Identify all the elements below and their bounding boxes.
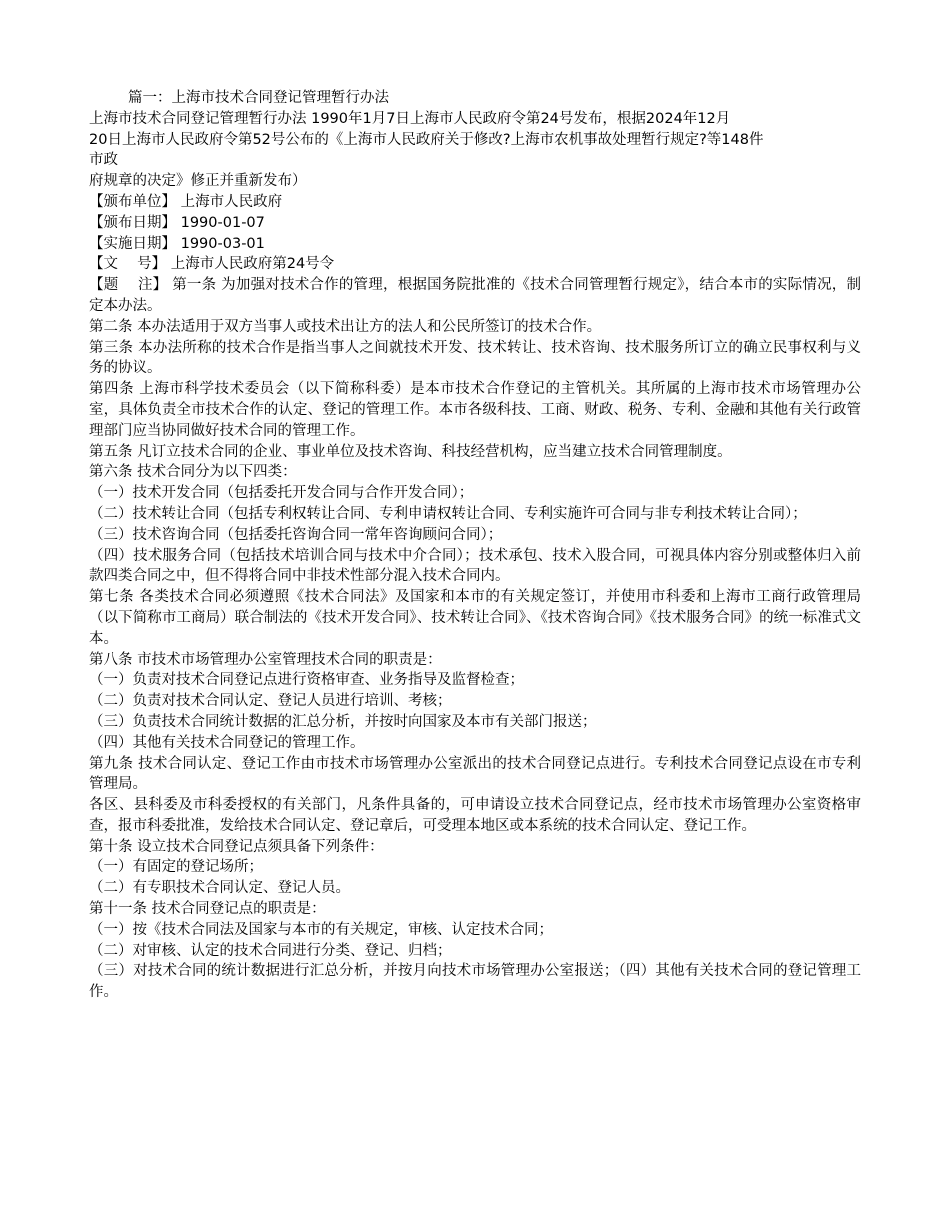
intro-line-2: 20日上海市人民政府令第52号公布的《上海市人民政府关于修改?上海市农机事故处理暂行规定?等148件 (89, 131, 764, 148)
meta-row-issuer (89, 192, 861, 213)
meta-label: 【颁布日期】 (89, 214, 176, 231)
meta-row-doc-number (89, 254, 861, 275)
paragraph: （三）技术咨询合同（包括委托咨询合同一常年咨询顾问合同）； (89, 526, 503, 543)
paragraph: 各区、县科委及市科委授权的有关部门，凡条件具备的，可申请设立技术合同登记点，经市技术市场管理办公室资格审查，报市科委批准，发给技术合同认定、登记章后，可受理本地区或本系统的技术合同认定、登记工作。 (89, 797, 861, 834)
meta-value: 1990-03-01 (176, 235, 265, 252)
meta-label: 【颁布单位】 (89, 193, 176, 210)
paragraph: 第十一条 技术合同登记点的职责是： (89, 901, 326, 918)
intro-line-4: 府规章的决定》修正并重新发布） (89, 173, 307, 190)
paragraph: （四）其他有关技术合同登记的管理工作。 (89, 734, 365, 751)
meta-value: 1990-01-07 (176, 214, 265, 231)
paragraph: （一）技术开发合同（包括委托开发合同与合作开发合同）； (89, 485, 474, 502)
paragraph: （一）负责对技术合同登记点进行资格审查、业务指导及监督检查； (89, 672, 524, 689)
meta-label: 【文 号】 (89, 256, 167, 273)
paragraph: 第四条 上海市科学技术委员会（以下简称科委）是本市技术合作登记的主管机关。其所属的上海市技术市场管理办公室，具体负责全市技术合作的认定、登记的管理工作。本市各级科技、工商、财政、税务、专利、金融和其他有关行政管理部门应当协同做好技术合同的管理工作。 (89, 381, 861, 439)
paragraph: （三）对技术合同的统计数据进行汇总分析，并按月向技术市场管理办公室报送；（四）其他有关技术合同的登记管理工作。 (89, 963, 861, 1001)
paragraph: （一）有固定的登记场所； (89, 859, 263, 876)
meta-row-effective-date (89, 234, 861, 255)
paragraph: 第八条 市技术市场管理办公室管理技术合同的职责是： (89, 651, 442, 668)
paragraph: （三）负责技术合同统计数据的汇总分析，并按时向国家及本市有关部门报送； (89, 713, 597, 730)
paragraph: （四）技术服务合同（包括技术培训合同与技术中介合同）；技术承包、技术入股合同，可视具体内容分别或整体归入前款四类合同之中，但不得将合同中非技术性部分混入技术合同内。 (89, 547, 861, 585)
paragraph: （一）按《技术合同法及国家与本市的有关规定，审核、认定技术合同； (89, 921, 553, 938)
paragraph: （二）技术转让合同（包括专利权转让合同、专利申请权转让合同、专利实施许可合同与非专利技术转让合同）； (89, 505, 807, 522)
paragraph: （二）对审核、认定的技术合同进行分类、登记、归档； (89, 942, 452, 959)
paragraph: 【题 注】 第一条 为加强对技术合作的管理，根据国务院批准的《技术合同管理暂行规定》，结合本市的实际情况，制定本办法。 (89, 277, 861, 314)
paragraph: 第七条 各类技术合同必须遵照《技术合同法》及国家和本市的有关规定签订，并使用市科委和上海市工商行政管理局（以下简称市工商局）联合制法的《技术开发合同》、技术转让合同》、《技术咨询合同》《技术服务合同》的统一标准式文本。 (89, 589, 861, 647)
paragraph: 第九条 技术合同认定、登记工作由市技术市场管理办公室派出的技术合同登记点进行。专利技术合同登记点设在市专利管理局。 (89, 755, 861, 793)
meta-row-issue-date (89, 213, 861, 234)
paragraph: 第三条 本办法所称的技术合作是指当事人之间就技术开发、技术转让、技术咨询、技术服务所订立的确立民事权利与义务的协议。 (89, 339, 861, 377)
meta-value: 上海市人民政府 (176, 193, 283, 210)
paragraph: 第五条 凡订立技术合同的企业、事业单位及技术咨询、科技经营机构，应当建立技术合同管理制度。 (89, 443, 732, 460)
document-body (89, 88, 861, 1003)
meta-label: 【实施日期】 (89, 235, 176, 252)
document-title: 篇一：上海市技术合同登记管理暂行办法 (128, 90, 389, 106)
paragraph: （二）有专职技术合同认定、登记人员。 (89, 880, 350, 897)
intro-line-3: 市政 (89, 152, 118, 169)
paragraph: 第十条 设立技术合同登记点须具备下列条件： (89, 838, 384, 855)
paragraph: （二）负责对技术合同认定、登记人员进行培训、考核； (89, 693, 452, 710)
paragraph: 第二条 本办法适用于双方当事人或技术出让方的法人和公民所签订的技术合作。 (89, 318, 602, 335)
intro-line-1: 上海市技术合同登记管理暂行办法 1990年1月7日上海市人民政府令第24号发布，根据2024年12月 (89, 110, 731, 127)
meta-value: 上海市人民政府第24号令 (166, 256, 335, 273)
paragraph: 第六条 技术合同分为以下四类： (89, 464, 297, 481)
